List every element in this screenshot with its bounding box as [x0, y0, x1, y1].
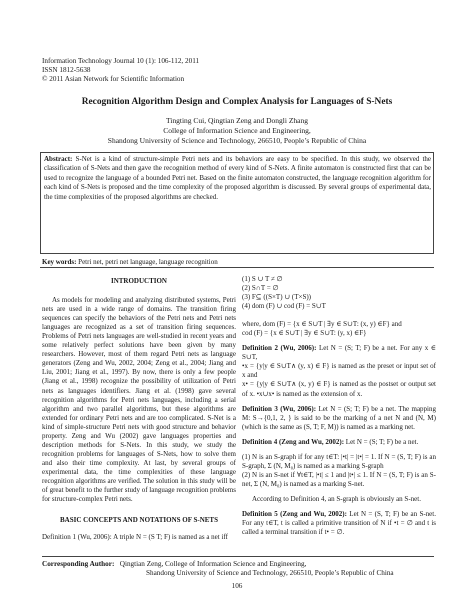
affiliation-line-1: College of Information Science and Engineering,	[163, 126, 311, 135]
affiliation-line-2: Shandong University of Science and Technology, 266510, People’s Republic of China	[107, 136, 367, 145]
author-names: Tingting Cui, Qingtian Zeng and Dongli Zhang	[165, 116, 308, 125]
journal-header	[42, 57, 199, 85]
definition-2	[242, 344, 436, 362]
definition-4-item-2: (2) N is an S-net if ∀t∈T, |•t| ≤ 1 and |t•| ≤ 1. If N = (S, T; F) is an S-net, Σ (N, M₀) is named as a marking S-net.	[242, 470, 436, 488]
keywords	[42, 258, 218, 266]
definition-1: Definition 1 (Wu, 2006): A triple N = (S T; F) is named as a net iff	[42, 533, 228, 542]
keywords-text: Petri net, petri net language, language recognition	[76, 258, 218, 266]
net-condition-4: (4) dom (F) ∪ cod (F) = S∪T	[242, 302, 326, 311]
footer-line-2: Shandong University of Science and Technology, 266510, People’s Republic of China	[146, 569, 394, 578]
definition-4	[242, 438, 436, 447]
net-condition-1: (1) S ∪ T ≠ ∅	[242, 275, 283, 283]
paper-title: Recognition Algorithm Design and Complex Analysis for Languages of S-Nets	[81, 97, 393, 107]
definition-3	[242, 405, 436, 432]
abstract-text: S-Net is a kind of structure-simple Petri nets and its behaviors are easy to be specified. In this study, we observed the classification of S-Nets and then gave the recognition method of every kind of S-Nets. A finite automaton is constructed first that can be used to recognize the language of a bounded Petri net. Based on the finite automaton constructed, the language recognition algorithm for each kind of S-Nets is proposed and the time complexity of the proposed algorithm is discussed. By several groups of experimental data, the time complexities of the proposed algorithms are checked.	[44, 155, 431, 201]
postset-definition: x• = {y|y ∈ S∪T∧ (x, y) ∈ F} is named as the postset or output set of x. •x∪x• is named as the extension of x.	[242, 380, 436, 398]
definition-2-text: Let N = (S; T; F) be a net. For any x ∈ S∪T,	[242, 344, 436, 362]
intro-heading: INTRODUCTION	[110, 277, 167, 285]
definition-4-remark: According to Definition 4, an S-graph is obviously an S-net.	[252, 494, 421, 503]
net-condition-2: (2) S∩T = ∅	[242, 284, 279, 293]
basic-concepts-heading: BASIC CONCEPTS AND NOTATIONS OF S-NETS	[60, 516, 218, 525]
page-number: 106	[231, 582, 243, 590]
definition-5-text: Let N = (S, T; F) be an S-net. For any t∈T, t is called a primitive transition of N if •t = ∅ and t is called a terminal transition if t• = ∅.	[242, 509, 436, 537]
corresponding-author-footer	[42, 560, 434, 579]
issn-line: ISSN 1812-5638	[42, 66, 91, 75]
footer-divider	[42, 556, 434, 557]
abstract	[44, 155, 431, 202]
definition-5-label: Definition 5 (Zeng and Wu, 2002):	[242, 509, 347, 518]
journal-citation: Information Technology Journal 10 (1): 106-112, 2011	[42, 57, 200, 65]
keywords-divider	[40, 267, 434, 268]
intro-paragraph: As models for modeling and analyzing distributed systems, Petri nets are used in a wide range of domains. The transition firing sequences can specify the behaviors of the Petri nets and Petri nets languages are recognized as a set of transition firing sequences. Problems of Petri nets languages are well-studied in recent years and some relatively perfect solutions have been given by many researchers. However, most of them regard Petri nets as language generators (Zeng and Wu, 2002, 2004; Zeng et al., 2004; Jiang and Liu, 2001; Jiang et al., 1997). By now, there is only a few people (Jiang et al., 1998) recognize the possibility of utilization of Petri nets as languages identifiers. Jiang et al. (1998) gave several recognition algorithms for Petri nets languages, including a serial algorithm and two parallel algorithms, but these algorithms are extended for ordinary Petri nets and are too complicated. S-Net is a kind of simple-structure Petri nets with good structure and behavior property. Zeng and Wu (2002) gave languages properties and description methods for S-Nets. In this study, we study the recognition problems for languages of S-Nets, how to solve them and also their time complexity. At last, by several groups of experimental data, the time complexities of these language recognition algorithms are verified. The solution in this study will be of great benefit to the further study of language recognition problems for structure-complex Petri nets.	[42, 296, 236, 504]
left-column	[42, 275, 236, 542]
preset-definition: •x = {y|y ∈ S∪T∧ (y, x) ∈ F} is named as the preset or input set of x and	[242, 362, 436, 380]
corresponding-author-label: Corresponding Author:	[42, 560, 115, 568]
keywords-label: Key words:	[42, 258, 77, 266]
copyright-line: © 2011 Asian Network for Scientific Information	[42, 75, 185, 84]
definition-2-label: Definition 2 (Wu, 2006):	[242, 344, 317, 353]
definition-4-item-1: (1) N is an S-graph if for any t∈T: |•t| = |t•| = 1. If N = (S, T; F) is an S-graph, Σ (N, M₀) is named as a marking S-graph	[242, 452, 436, 470]
footer-line-1: Qingtian Zeng, College of Information Science and Engineering,	[119, 560, 307, 568]
right-column	[242, 275, 436, 537]
definition-4-text: Let N = (S; T; F) be a net.	[344, 437, 419, 446]
net-condition-3: (3) F⊆ ((S×T) ∪ (T×S))	[242, 293, 312, 302]
author-block	[0, 116, 474, 146]
abstract-label: Abstract:	[44, 155, 73, 163]
where-dom: where, dom (F) = {x ∈ S∪T | ∃y ∈ S∪T: (x, y) ∈F} and	[242, 320, 402, 329]
definition-5	[242, 510, 436, 537]
where-cod: cod (F) = {x ∈ S∪T | ∃y ∈ S∪T: (y, x) ∈F}	[242, 329, 367, 338]
definition-3-text: Let N = (S; T; F) be a net. The mapping M: S→{0,1, 2, } is said to be the marking of a net N and (N, M) (which is the same as (S, T; F, M)) is named as a marking net.	[242, 404, 436, 431]
definition-4-label: Definition 4 (Zeng and Wu, 2002):	[242, 437, 345, 446]
definition-3-label: Definition 3 (Wu, 2006):	[242, 404, 317, 413]
